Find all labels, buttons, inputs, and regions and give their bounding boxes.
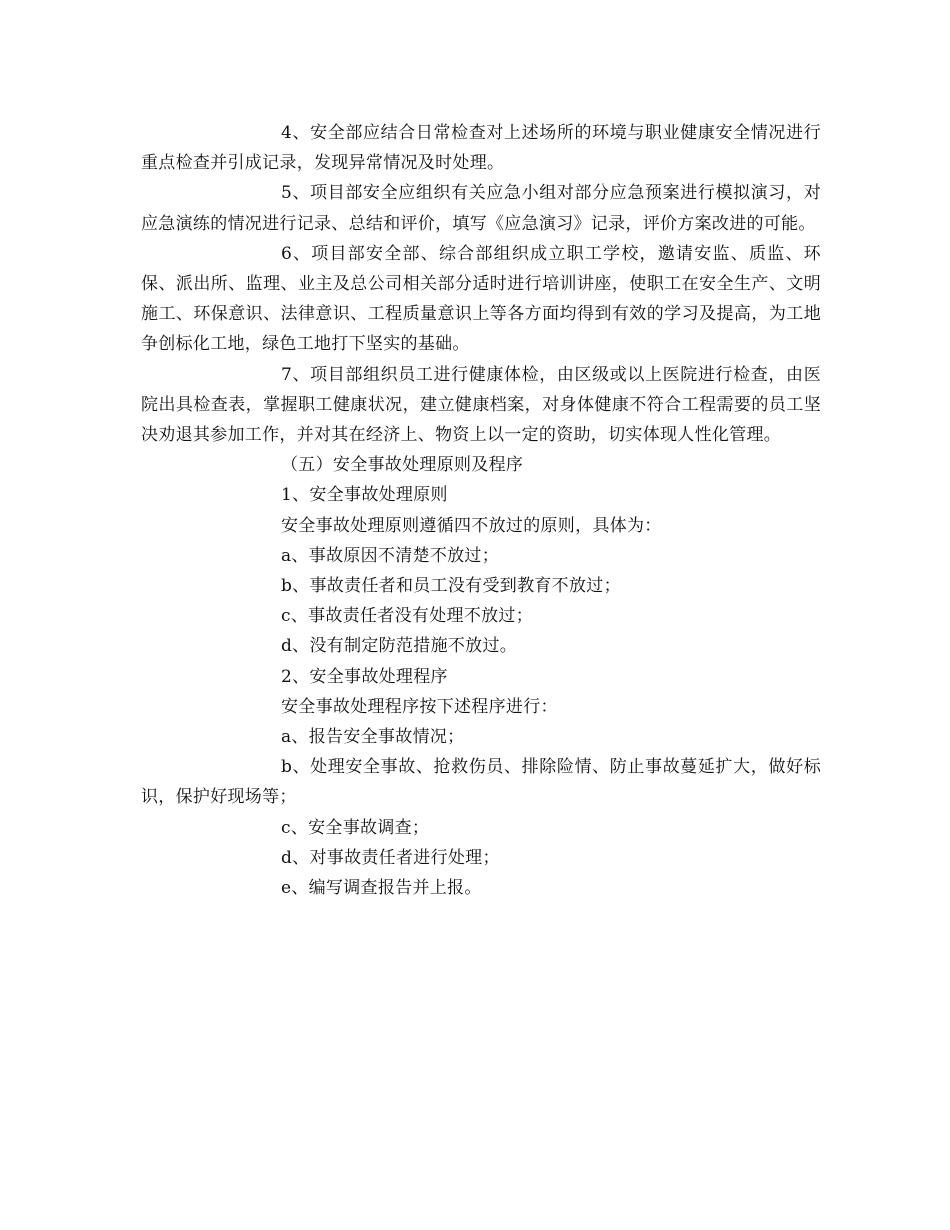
paragraph-item-5: 5、项目部安全应组织有关应急小组对部分应急预案进行模拟演习，对应急演练的情况进行记录、总结和评价，填写《应急演习》记录，评价方案改进的可能。	[141, 183, 821, 234]
subheading-procedure: 2、安全事故处理程序	[281, 666, 448, 687]
principles-intro: 安全事故处理原则遵循四不放过的原则，具体为：	[281, 515, 662, 536]
procedure-e: e、编写调查报告并上报。	[281, 878, 482, 899]
section-heading: （五）安全事故处理原则及程序	[281, 455, 524, 476]
principle-a: a、事故原因不清楚不放过；	[281, 545, 500, 566]
subheading-principles: 1、安全事故处理原则	[281, 485, 448, 506]
document-body	[141, 118, 821, 903]
procedure-d: d、对事故责任者进行处理；	[281, 847, 500, 868]
paragraph-item-7: 7、项目部组织员工进行健康体检，由区级或以上医院进行检查，由医院出具检查表，掌握职工健康状况，建立健康档案，对身体健康不符合工程需要的员工坚决劝退其参加工作，并对其在经济上、物资上以一定的资助，切实体现人性化管理。	[141, 364, 821, 446]
principle-d: d、没有制定防范措施不放过。	[281, 636, 518, 657]
principle-b: b、事故责任者和员工没有受到教育不放过；	[281, 576, 621, 597]
paragraph-item-6: 6、项目部安全部、综合部组织成立职工学校，邀请安监、质监、环保、派出所、监理、业主及总公司相关部分适时进行培训讲座，使职工在安全生产、文明施工、环保意识、法律意识、工程质量意识上等各方面均得到有效的学习及提高，为工地争创标化工地，绿色工地打下坚实的基础。	[141, 243, 821, 355]
procedure-c: c、安全事故调查；	[281, 817, 430, 838]
principle-c: c、事故责任者没有处理不放过；	[281, 606, 534, 627]
paragraph-item-4: 4、安全部应结合日常检查对上述场所的环境与职业健康安全情况进行重点检查并引成记录，发现异常情况及时处理。	[141, 123, 821, 174]
procedure-b: b、处理安全事故、抢救伤员、排除险情、防止事故蔓延扩大，做好标识，保护好现场等；	[141, 757, 821, 808]
procedure-intro: 安全事故处理程序按下述程序进行：	[281, 696, 558, 717]
procedure-a: a、报告安全事故情况；	[281, 727, 465, 748]
